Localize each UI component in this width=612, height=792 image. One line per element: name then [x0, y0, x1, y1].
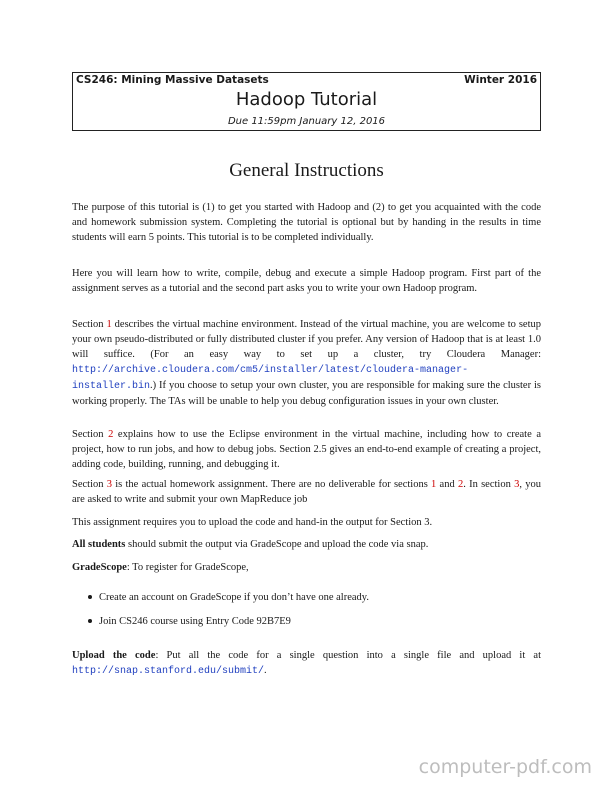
text: and	[436, 479, 458, 490]
text: . In section	[463, 479, 515, 490]
course-name: CS246: Mining Massive Datasets	[76, 74, 269, 86]
bullet-icon	[88, 595, 92, 599]
list-item-text: Join CS246 course using Entry Code 92B7E9	[99, 616, 291, 627]
section-ref-link[interactable]: 3	[514, 479, 520, 490]
paragraph-submission	[72, 537, 541, 552]
text: Section	[72, 319, 107, 330]
paragraph-section2	[72, 427, 541, 472]
watermark: computer-pdf.com	[418, 756, 592, 778]
section-ref-link[interactable]: 3	[106, 479, 112, 490]
text: Section	[72, 429, 109, 440]
paragraph-overview: Here you will learn how to write, compile, debug and execute a simple Hadoop program. First part of the assignment serves as a tutorial and the second part asks you to write your own Hadoop program.	[72, 268, 541, 294]
section-title: General Instructions	[229, 160, 384, 181]
paragraph-section1	[72, 317, 541, 409]
cloudera-manager-link[interactable]: http://archive.cloudera.com/cm5/installer/latest/cloudera-manager-installer.bin	[72, 365, 469, 392]
due-date: Due 11:59pm January 12, 2016	[227, 116, 386, 127]
section-ref-link[interactable]: 2	[108, 429, 114, 440]
list-item-text: Create an account on GradeScope if you don’t have one already.	[99, 592, 369, 603]
paragraph-purpose: The purpose of this tutorial is (1) to get you started with Hadoop and (2) to get you acquainted with the code and homework submission system. Completing the tutorial is optional but by handing in the results in time students will earn 5 points. This tutorial is to be completed individually.	[72, 202, 541, 243]
list-item	[88, 592, 369, 603]
term-label: Winter 2016	[464, 74, 537, 86]
paragraph-gradescope	[72, 560, 541, 575]
document-title: Hadoop Tutorial	[235, 89, 378, 110]
text: : Put all the code for a single question into a single file and upload it at	[155, 650, 541, 661]
snap-submit-link[interactable]: http://snap.stanford.edu/submit/	[72, 666, 265, 677]
header-box	[72, 72, 541, 131]
bold-label: Upload the code	[72, 650, 156, 661]
bold-label: All students	[72, 539, 126, 550]
paragraph-upload	[72, 648, 541, 679]
bullet-icon	[88, 619, 92, 623]
paragraph-section3	[72, 477, 541, 507]
section-ref-link[interactable]: 1	[106, 319, 112, 330]
bold-label: GradeScope	[72, 562, 127, 573]
text: : To register for GradeScope,	[126, 562, 249, 573]
text: .) If you choose to setup your own cluster, you are responsible for making sure the cluster is working properly. The TAs will be unable to help you debug configuration issues in your own cluster.	[72, 380, 541, 407]
paragraph-requirements: This assignment requires you to upload the code and hand-in the output for Section 3.	[72, 517, 433, 528]
text: Section	[72, 479, 107, 490]
text: describes the virtual machine environment. Instead of the virtual machine, you are welcome to setup your own pseudo-distributed or fully distributed cluster if you prefer. Any version of Hadoop that is at least 1.0 will suffice. (For an easy way to set up a cluster, try Cloudera Manager:	[72, 319, 542, 360]
text: .	[264, 665, 267, 676]
text: should submit the output via GradeScope and upload the code via snap.	[125, 539, 429, 550]
section-ref-link[interactable]: 1	[431, 479, 437, 490]
text: explains how to use the Eclipse environment in the virtual machine, including how to create a project, how to run jobs, and how to debug jobs. Section 2.5 gives an end-to-end example of creating a project, adding code, building, running, and debugging it.	[72, 429, 542, 470]
text: is the actual homework assignment. There are no deliverable for sections	[112, 479, 432, 490]
section-ref-link[interactable]: 2	[457, 479, 464, 490]
list-item	[88, 616, 291, 627]
text: , you are asked to write and submit your own MapReduce job	[72, 479, 541, 505]
